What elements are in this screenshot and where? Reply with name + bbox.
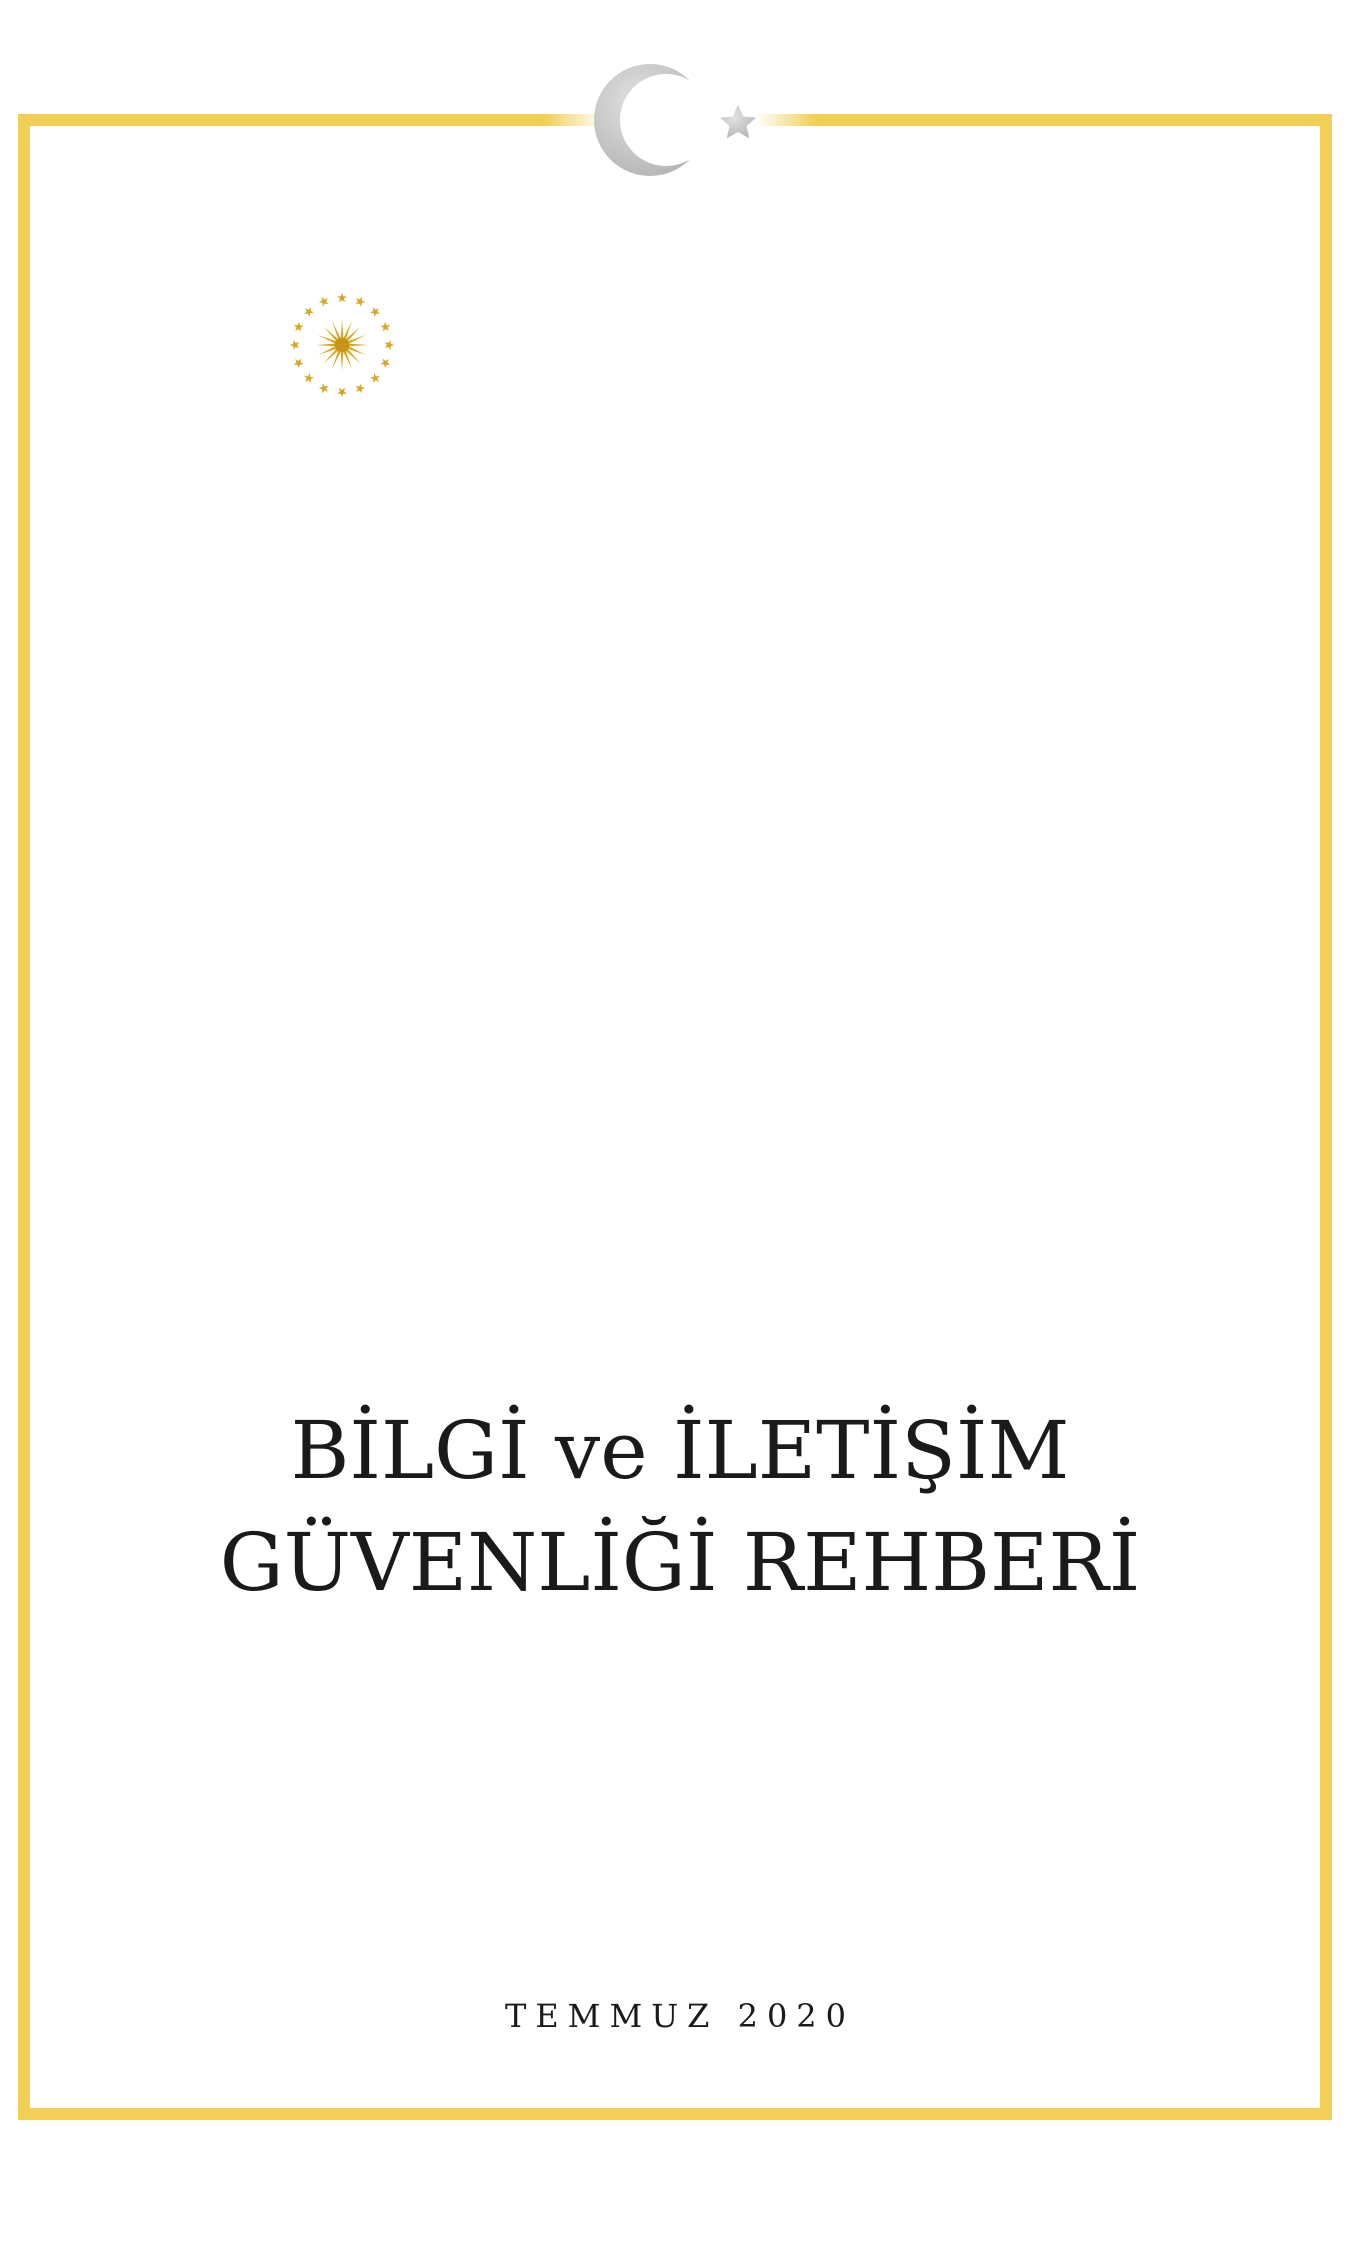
title-line-1: BİLGİ ve İLETİŞİM (290, 1404, 1070, 1497)
seal-star (290, 340, 299, 350)
seal-star (356, 383, 366, 393)
gold-border-frame (18, 114, 1332, 2120)
seal-star (337, 293, 347, 302)
seal-star (304, 373, 314, 383)
title-line-2: GÜVENLİĞİ REHBERİ (219, 1516, 1141, 1609)
crescent-star-icon (590, 55, 770, 185)
seal-star (337, 388, 347, 397)
seal-star (385, 340, 394, 350)
seal-star (319, 383, 329, 393)
seal-sun-core (335, 338, 349, 352)
page-title (60, 1395, 1300, 1619)
publication-date: TEMMUZ 2020 (504, 1997, 856, 2035)
seal-star (380, 322, 390, 332)
seal-star (370, 373, 380, 383)
seal-star (294, 359, 304, 369)
presidential-seal-icon (282, 285, 402, 405)
seal-star (294, 322, 304, 332)
seal-star (319, 297, 329, 307)
seal-star (370, 307, 380, 317)
seal-star (356, 297, 366, 307)
seal-star (304, 307, 314, 317)
seal-star (380, 359, 390, 369)
